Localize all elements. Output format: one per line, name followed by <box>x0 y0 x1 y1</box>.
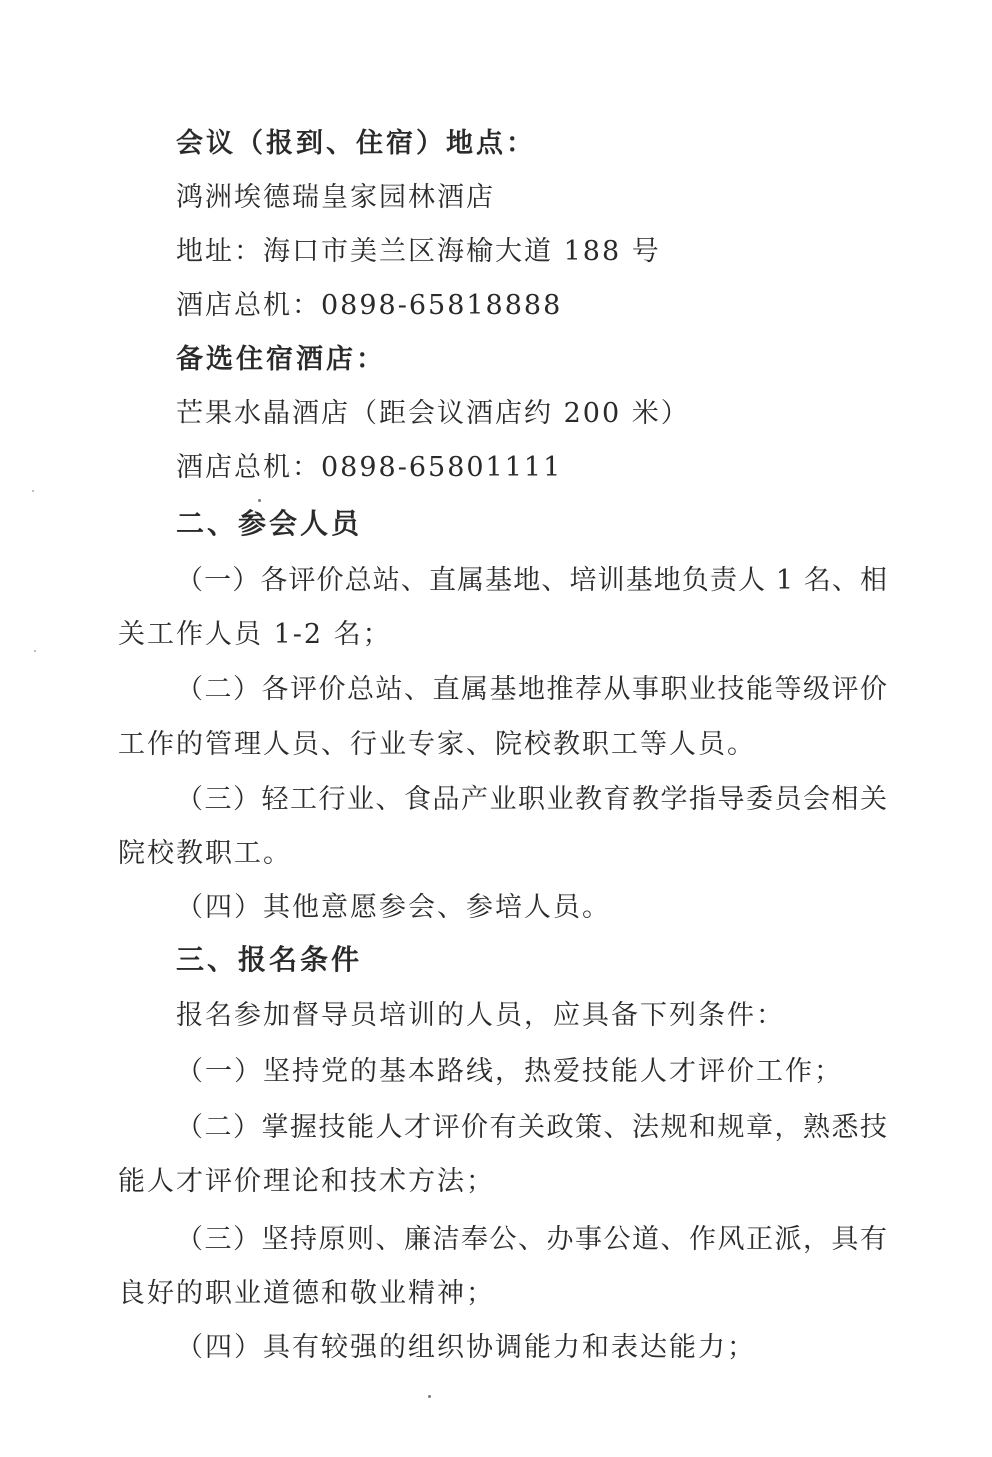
scan-speck <box>32 490 34 492</box>
requirements-item-1: （一）坚持党的基本路线，热爱技能人才评价工作； <box>176 1056 843 1087</box>
participants-item-2-line-1: （二）各评价总站、直属基地推荐从事职业技能等级评价 <box>176 674 888 705</box>
scan-speck <box>258 499 261 502</box>
requirements-item-4: （四）具有较强的组织协调能力和表达能力； <box>176 1332 756 1363</box>
requirements-item-3-line-2: 良好的职业道德和敬业精神； <box>118 1278 495 1309</box>
section-heading-requirements: 三、报名条件 <box>176 943 363 976</box>
requirements-item-2-line-1: （二）掌握技能人才评价有关政策、法规和规章，熟悉技 <box>176 1112 888 1143</box>
participants-item-3-line-1: （三）轻工行业、食品产业职业教育教学指导委员会相关 <box>176 784 888 815</box>
scan-speck <box>428 1395 431 1398</box>
alt-hotel-heading: 备选住宿酒店： <box>176 344 386 375</box>
participants-item-2-line-2: 工作的管理人员、行业专家、院校教职工等人员。 <box>118 729 756 760</box>
hotel-address: 地址：海口市美兰区海榆大道 188 号 <box>176 236 661 267</box>
participants-item-1-line-2: 关工作人员 1-2 名； <box>118 619 392 650</box>
requirements-intro: 报名参加督导员培训的人员，应具备下列条件： <box>176 1000 785 1031</box>
alt-hotel-name: 芒果水晶酒店（距会议酒店约 200 米） <box>176 398 690 429</box>
participants-item-4: （四）其他意愿参会、参培人员。 <box>176 892 611 923</box>
hotel-phone: 酒店总机：0898-65818888 <box>176 290 563 321</box>
section-heading-participants: 二、参会人员 <box>176 507 363 540</box>
participants-item-3-line-2: 院校教职工。 <box>118 838 292 869</box>
participants-item-1-line-1: （一）各评价总站、直属基地、培训基地负责人 1 名、相 <box>176 565 888 596</box>
requirements-item-3-line-1: （三）坚持原则、廉洁奉公、办事公道、作风正派，具有 <box>176 1224 888 1255</box>
alt-hotel-phone: 酒店总机：0898-65801111 <box>176 452 563 483</box>
hotel-name: 鸿洲埃德瑞皇家园林酒店 <box>176 182 495 213</box>
venue-heading: 会议（报到、住宿）地点： <box>176 128 536 159</box>
requirements-item-2-line-2: 能人才评价理论和技术方法； <box>118 1166 495 1197</box>
scan-speck <box>34 650 36 652</box>
